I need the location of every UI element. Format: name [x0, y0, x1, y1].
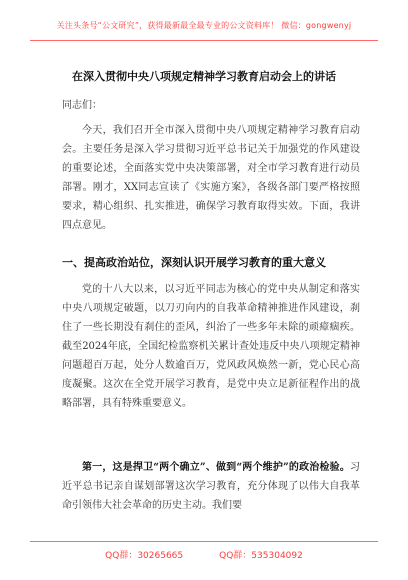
point-body: 习近平总书记亲自谋划部署这次学习教育，充分体现了以伟大自我革命引领伟大社会革命的历史主动。我们要 — [62, 462, 360, 511]
paragraph-text: 今天，我们召开全市深入贯彻中央八项规定精神学习教育启动会。主要任务是深入学习贯彻习近平总书记关于加强党的作风建设的重要论述，全面落实党中央决策部署，对全市学习教育进行动员部署。刚才，XX同志宣读了《实施方案》，各级各部门要严格按照要求，精心组织、扎实推进，确保学习教育取得实效。下面，我讲四点意见。 — [62, 125, 360, 231]
salutation: 同志们： — [62, 100, 102, 111]
header-divider — [30, 40, 378, 41]
document-title: 在深入贯彻中央八项规定精神学习教育启动会上的讲话 — [72, 70, 336, 83]
footer-qq-group-2: QQ群：535304092 — [219, 551, 303, 561]
footer — [0, 548, 408, 561]
footer-divider — [30, 541, 378, 542]
point-lead: 第一，这是捍卫“两个确立”、做到“两个维护”的政治检验。 — [82, 462, 350, 473]
paragraph-section-1 — [62, 280, 360, 413]
section-heading-1: 一、提高政治站位，深刻认识开展学习教育的重大意义 — [62, 256, 326, 269]
paragraph-intro — [62, 121, 360, 235]
paragraph-text — [62, 458, 360, 515]
footer-qq-group-1: QQ群：30265665 — [105, 551, 184, 561]
header-banner: 关注头条号“公文研究”，获得最新最全最专业的公文资料库！ 微信：gongwenyj — [56, 21, 352, 30]
paragraph-point-1 — [62, 458, 360, 515]
paragraph-text: 党的十八大以来，以习近平同志为核心的党中央从制定和落实中央八项规定破题，以刀刃向内的自我革命精神推进作风建设，刹住了一些长期没有刹住的歪风，纠治了一些多年未除的顽瘴痼疾。截至2024年底，全国纪检监察机关累计查处违反中央八项规定精神问题超百万起，处分人数逾百万，党风政风焕然一新，党心民心高度凝聚。这次在全党开展学习教育，是党中央立足新征程作出的战略部署，具有特殊重要意义。 — [62, 284, 360, 409]
